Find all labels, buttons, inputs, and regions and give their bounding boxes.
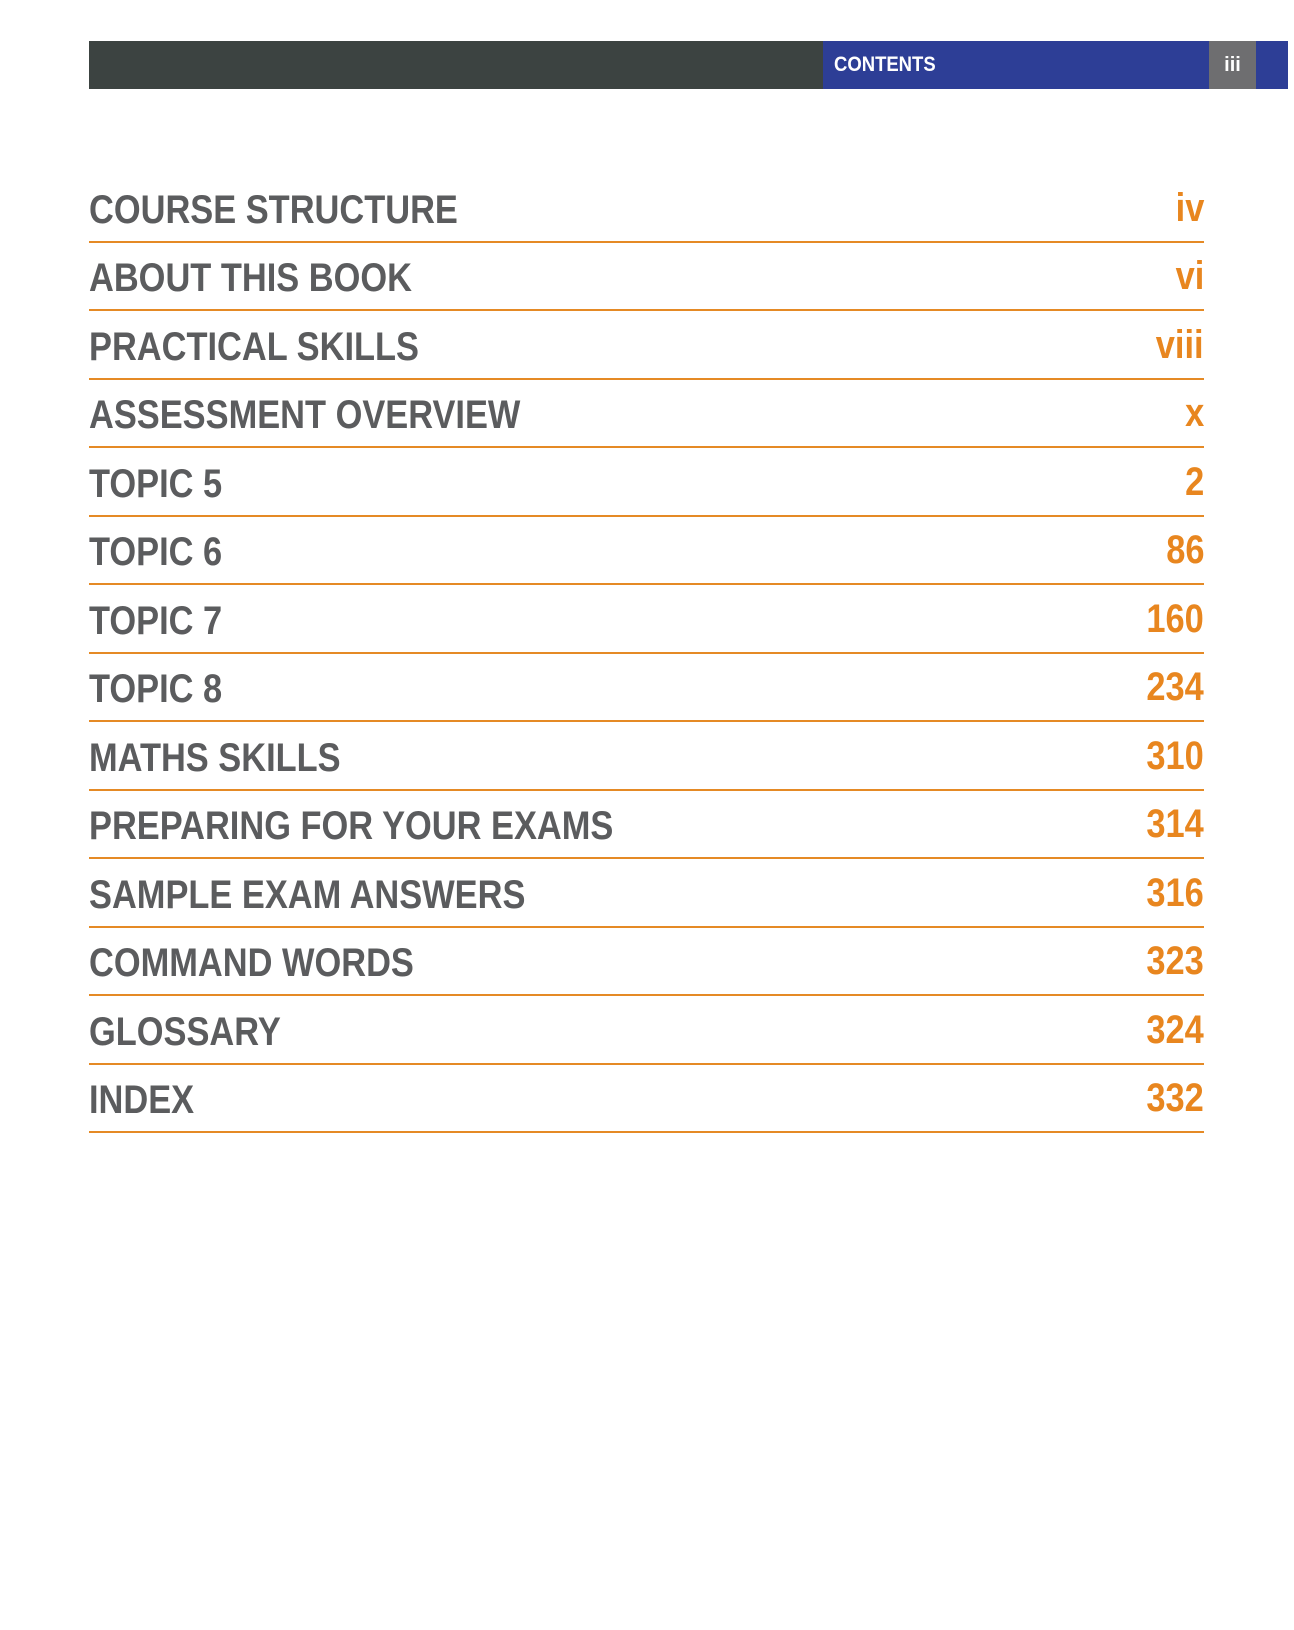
toc-entry-page: x — [1184, 391, 1204, 435]
toc-entry-page: 86 — [1165, 528, 1204, 572]
toc-entry-title: TOPIC 6 — [89, 530, 223, 574]
header-tail-block — [1256, 41, 1288, 89]
toc-entry-topic-8[interactable] — [89, 654, 1204, 723]
toc-entry-page: vi — [1175, 254, 1204, 298]
toc-entry-page: 234 — [1146, 665, 1204, 709]
toc-entry-page: 314 — [1146, 802, 1204, 846]
toc-entry-title: MATHS SKILLS — [89, 735, 341, 780]
toc-entry-preparing-for-your-exams[interactable] — [89, 791, 1204, 860]
header-page-number: iii — [1209, 41, 1256, 89]
header-section-tab — [823, 41, 1209, 89]
toc-entry-glossary[interactable] — [89, 996, 1204, 1065]
toc-entry-index[interactable] — [89, 1065, 1204, 1134]
toc-entry-course-structure[interactable] — [89, 174, 1204, 243]
toc-entry-page: iv — [1175, 185, 1204, 230]
toc-entry-page: viii — [1156, 322, 1204, 367]
toc-entry-topic-7[interactable] — [89, 585, 1204, 654]
toc-entry-assessment-overview[interactable] — [89, 380, 1204, 449]
toc-entry-command-words[interactable] — [89, 928, 1204, 997]
toc-entry-title: COURSE STRUCTURE — [89, 187, 458, 232]
toc-entry-topic-5[interactable] — [89, 448, 1204, 517]
header-bar — [89, 41, 1288, 89]
toc-entry-title: GLOSSARY — [89, 1009, 281, 1054]
toc-entry-maths-skills[interactable] — [89, 722, 1204, 791]
toc-entry-page: 316 — [1146, 870, 1204, 915]
toc-entry-page: 310 — [1146, 733, 1204, 778]
toc-entry-practical-skills[interactable] — [89, 311, 1204, 380]
toc-entry-title: TOPIC 5 — [89, 461, 223, 506]
toc-entry-title: TOPIC 8 — [89, 667, 223, 711]
toc-entry-title: PRACTICAL SKILLS — [89, 324, 419, 369]
toc-entry-about-this-book[interactable] — [89, 243, 1204, 312]
toc-entry-title: INDEX — [89, 1078, 195, 1122]
toc-entry-page: 2 — [1184, 459, 1204, 504]
toc-entry-title: ASSESSMENT OVERVIEW — [89, 393, 521, 437]
toc-entry-title: ABOUT THIS BOOK — [89, 256, 412, 300]
toc-entry-title: COMMAND WORDS — [89, 941, 414, 985]
toc-entry-title: PREPARING FOR YOUR EXAMS — [89, 804, 614, 848]
toc-entry-title: SAMPLE EXAM ANSWERS — [89, 872, 526, 917]
toc-entry-page: 323 — [1146, 939, 1204, 983]
toc-entry-page: 332 — [1146, 1076, 1204, 1120]
toc-entry-topic-6[interactable] — [89, 517, 1204, 586]
toc-entry-sample-exam-answers[interactable] — [89, 859, 1204, 928]
header-section-label: CONTENTS — [834, 53, 936, 76]
table-of-contents — [89, 174, 1204, 1133]
toc-entry-page: 324 — [1146, 1007, 1204, 1052]
toc-entry-title: TOPIC 7 — [89, 598, 223, 643]
toc-entry-page: 160 — [1146, 596, 1204, 641]
